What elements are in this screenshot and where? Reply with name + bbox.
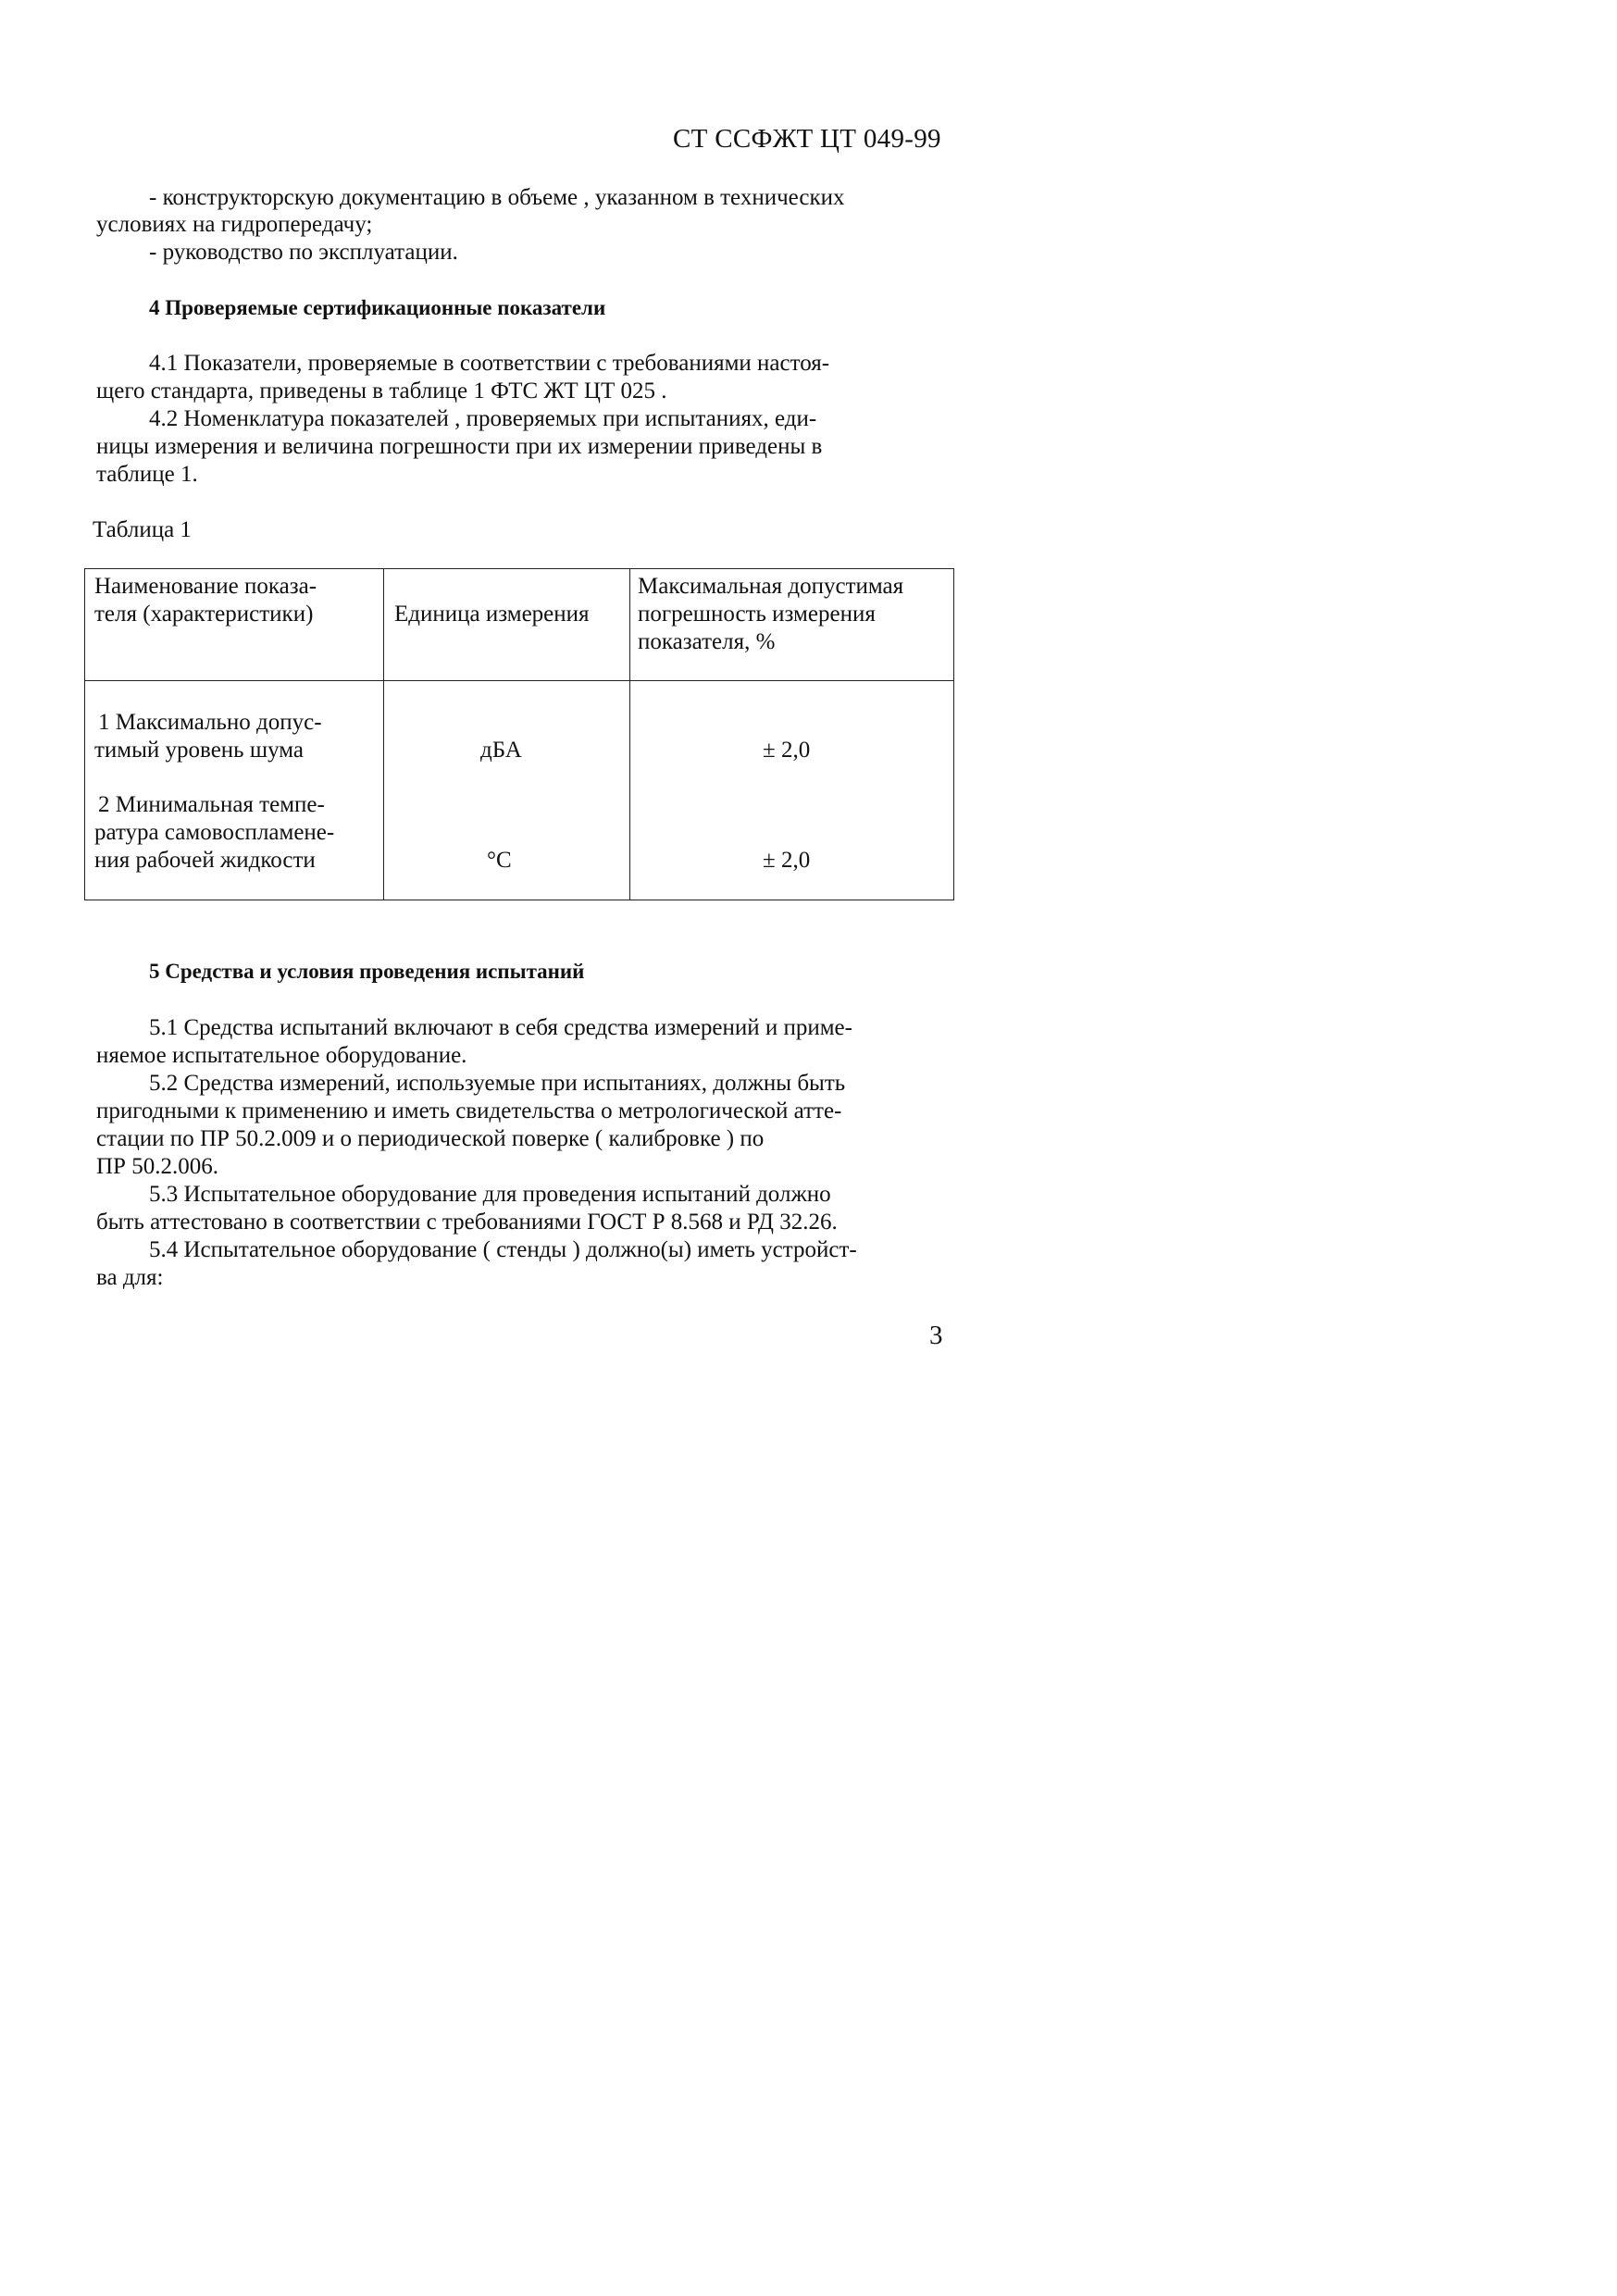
paragraph-5-3-line2: быть аттестовано в соответствии с требованиями ГОСТ Р 8.568 и РД 32.26. (96, 1210, 838, 1235)
list-item-design-docs: - конструкторскую документацию в объеме , указанном в технических (149, 185, 845, 210)
table-row-2-error: ± 2,0 (763, 848, 811, 873)
document-code: СТ ССФЖТ ЦТ 049-99 (673, 124, 941, 154)
table-header-unit: Единица измерения (394, 602, 590, 627)
paragraph-5-1-line2: няемое испытательное оборудование. (96, 1043, 467, 1068)
table-row-2-name-line2: ратура самовоспламене- (94, 820, 335, 845)
paragraph-5-2-line3: стации по ПР 50.2.009 и о периодической поверке ( калибровке ) по (96, 1126, 765, 1151)
paragraph-5-2-line2: пригодными к применению и иметь свидетельства о метрологической атте- (96, 1098, 842, 1123)
table-row-1-name-line1: 1 Максимально допус- (98, 710, 322, 735)
table-header-error-line3: показателя, % (638, 629, 776, 654)
table-header-name-line1: Наименование показа- (94, 574, 317, 599)
paragraph-5-4-line2: ва для: (96, 1265, 164, 1290)
table-divider-col1 (383, 569, 384, 900)
table-caption: Таблица 1 (93, 517, 192, 542)
indicators-table (84, 568, 954, 900)
page-number: 3 (929, 1321, 943, 1350)
table-header-error-line1: Максимальная допустимая (638, 574, 904, 599)
table-header-error-line2: погрешность измерения (638, 602, 876, 627)
list-item-manual: - руководство по эксплуатации. (149, 240, 458, 265)
paragraph-5-3-line1: 5.3 Испытательное оборудование для проведения испытаний должно (149, 1182, 831, 1207)
section-4-title: 4 Проверяемые сертификационные показатели (149, 296, 606, 319)
table-row-1-name-line2: тимый уровень шума (94, 738, 305, 763)
paragraph-4-1-line1: 4.1 Показатели, проверяемые в соответствии с требованиями настоя- (149, 351, 830, 376)
paragraph-5-4-line1: 5.4 Испытательное оборудование ( стенды ) должно(ы) иметь устройст- (149, 1237, 857, 1262)
table-header-divider (85, 680, 953, 681)
paragraph-4-2-line2: ницы измерения и величина погрешности при их измерении приведены в (96, 434, 823, 459)
table-row-2-unit: °С (487, 848, 512, 873)
paragraph-4-1-line2: щего стандарта, приведены в таблице 1 ФТС ЖТ ЦТ 025 . (96, 379, 667, 403)
table-row-1-error: ± 2,0 (763, 738, 811, 763)
table-row-1-unit: дБА (480, 738, 522, 763)
table-header-name-line2: теля (характеристики) (94, 602, 314, 627)
table-divider-col2 (629, 569, 630, 900)
section-5-title: 5 Средства и условия проведения испытаний (149, 960, 585, 983)
list-item-design-docs-cont: условиях на гидропередачу; (96, 212, 373, 237)
paragraph-4-2-line3: таблице 1. (96, 462, 198, 487)
table-row-2-name-line1: 2 Минимальная темпе- (98, 792, 325, 817)
paragraph-4-2-line1: 4.2 Номенклатура показателей , проверяемых при испытаниях, еди- (149, 406, 817, 431)
paragraph-5-2-line4: ПР 50.2.006. (96, 1154, 218, 1179)
paragraph-5-1-line1: 5.1 Средства испытаний включают в себя средства измерений и приме- (149, 1015, 852, 1040)
table-row-2-name-line3: ния рабочей жидкости (94, 848, 316, 873)
paragraph-5-2-line1: 5.2 Средства измерений, используемые при испытаниях, должны быть (149, 1071, 846, 1096)
